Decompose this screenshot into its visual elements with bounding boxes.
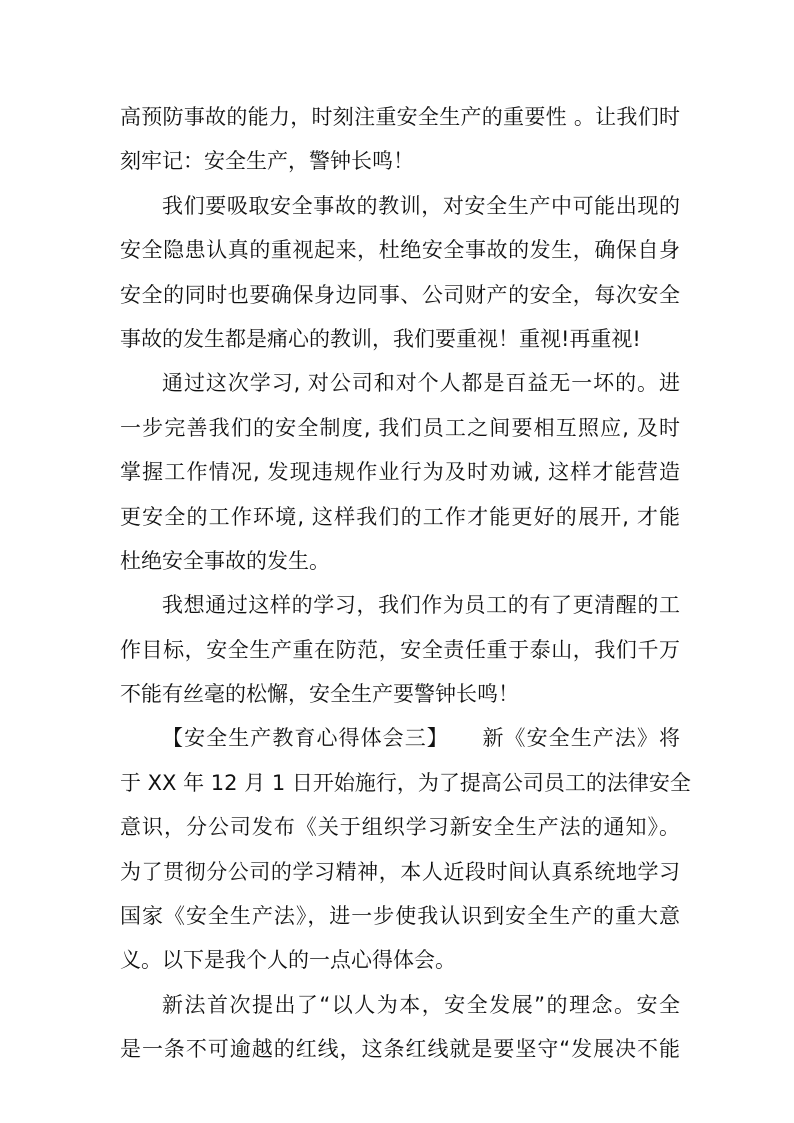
text-line: 安全隐患认真的重视起来，杜绝安全事故的发生，确保自身 (120, 238, 680, 263)
text-line: 我想通过这样的学习，我们作为员工的有了更清醒的工 (162, 593, 680, 618)
text-line: 高预防事故的能力，时刻注重安全生产的重要性 。让我们时 (120, 105, 680, 129)
text-line: 安全的同时也要确保身边同事、公司财产的安全，每次安全 (120, 282, 680, 307)
text-line: 意识，分公司发布《关于组织学习新安全生产法的通知》。 (120, 815, 680, 840)
text-line: 义。以下是我个人的一点心得体会。 (120, 948, 456, 973)
text-line: 事故的发生都是痛心的教训，我们要重视！重视!再重视! (120, 326, 641, 351)
text-line: 新法首次提出了“以人为本，安全发展”的理念。安全 (162, 992, 680, 1017)
text-line: 于 XX 年 12 月 1 日开始施行，为了提高公司员工的法律安全 (120, 770, 691, 795)
text-line: 更安全的工作环境, 这样我们的工作才能更好的展开, 才能 (120, 504, 680, 529)
text-line: 杜绝安全事故的发生。 (120, 548, 330, 573)
section-heading-line: 【安全生产教育心得体会三】 新《安全生产法》将 (162, 726, 680, 751)
document-body (120, 95, 691, 1072)
text-line: 国家《安全生产法》，进一步使我认识到安全生产的重大意 (120, 904, 680, 929)
text-line: 一步完善我们的安全制度, 我们员工之间要相互照应, 及时 (120, 415, 680, 440)
text-line: 是一条不可逾越的红线，这条红线就是要坚守“发展决不能 (120, 1037, 680, 1062)
text-line: 通过这次学习, 对公司和对个人都是百益无一坏的。进 (162, 371, 680, 396)
text-line: 我们要吸取安全事故的教训，对安全生产中可能出现的 (162, 193, 680, 218)
text-line: 为了贯彻分公司的学习精神，本人近段时间认真系统地学习 (120, 859, 680, 884)
text-line: 掌握工作情况, 发现违规作业行为及时劝诫, 这样才能营造 (120, 460, 680, 485)
text-line: 不能有丝毫的松懈，安全生产要警钟长鸣！ (120, 682, 519, 707)
text-line: 作目标，安全生产重在防范，安全责任重于泰山，我们千万 (120, 637, 680, 662)
text-line: 刻牢记：安全生产，警钟长鸣！ (120, 149, 414, 174)
